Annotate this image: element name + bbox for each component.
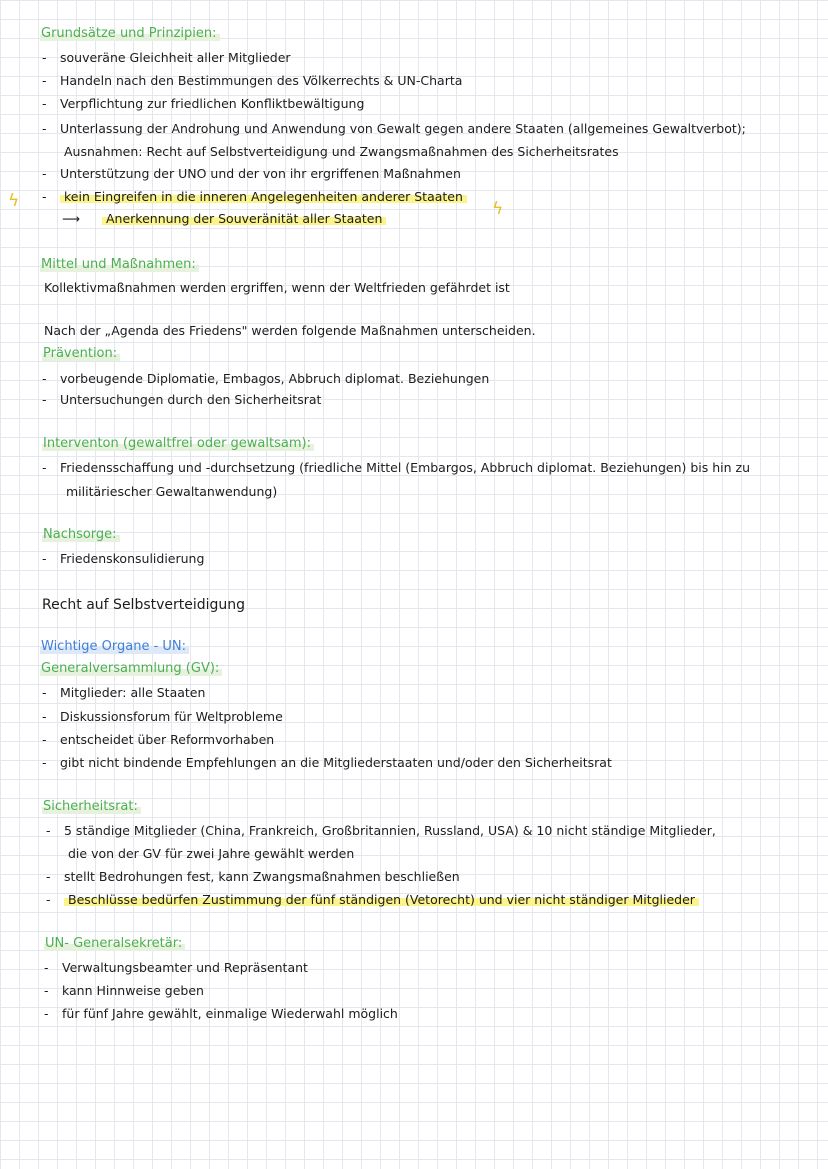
list-item-continued: Ausnahmen: Recht auf Selbstverteidigung und Zwangsmaßnahmen des Sicherheitsrates [64, 144, 619, 159]
list-item-continued: militäriescher Gewaltanwendung) [66, 484, 278, 499]
arrow-line-highlighted: ⟶ Anerkennung der Souveränität aller Staaten [62, 210, 386, 228]
list-item: - Friedensschaffung und -durchsetzung (friedliche Mittel (Embargos, Abbruch diplomat. Beziehungen) bis hin zu [42, 460, 751, 475]
paragraph: Nach der „Agenda des Friedens" werden folgende Maßnahmen unterscheiden. [44, 323, 536, 338]
heading-mittel: Mittel und Maßnahmen: [40, 256, 199, 274]
list-item: - entscheidet über Reformvorhaben [42, 732, 275, 747]
heading-sicherheitsrat: Sicherheitsrat: [42, 798, 141, 816]
list-item: - gibt nicht bindende Empfehlungen an die Mitgliederstaaten und/oder den Sicherheitsrat [42, 755, 612, 770]
heading-organe: Wichtige Organe - UN: [40, 638, 189, 656]
paragraph: Kollektivmaßnahmen werden ergriffen, wenn der Weltfrieden gefährdet ist [44, 280, 510, 295]
list-item: - 5 ständige Mitglieder (China, Frankreich, Großbritannien, Russland, USA) & 10 nicht ständige Mitglieder, [46, 823, 716, 838]
list-item: - kann Hinnweise geben [44, 983, 204, 998]
lightning-icon: ϟ [8, 191, 20, 211]
heading-praevention: Prävention: [42, 345, 120, 363]
list-item: - Unterlassung der Androhung und Anwendung von Gewalt gegen andere Staaten (allgemeines Gewaltverbot); [42, 121, 746, 136]
list-item-highlighted: - Beschlüsse bedürfen Zustimmung der fünf ständigen (Vetorecht) und vier nicht ständiger Mitglieder [46, 891, 699, 909]
list-item: - stellt Bedrohungen fest, kann Zwangsmaßnahmen beschließen [46, 869, 460, 884]
list-item: - Handeln nach den Bestimmungen des Völkerrechts & UN-Charta [42, 73, 463, 88]
list-item: - vorbeugende Diplomatie, Embagos, Abbruch diplomat. Beziehungen [42, 371, 490, 386]
heading-generalsekretaer: UN- Generalsekretär: [44, 935, 185, 953]
heading-generalversammlung: Generalversammlung (GV): [40, 660, 222, 678]
list-item: - Verwaltungsbeamter und Repräsentant [44, 960, 308, 975]
paragraph: Recht auf Selbstverteidigung [42, 597, 246, 613]
list-item: - Mitglieder: alle Staaten [42, 685, 206, 700]
list-item: - Diskussionsforum für Weltprobleme [42, 709, 283, 724]
list-item: - für fünf Jahre gewählt, einmalige Wiederwahl möglich [44, 1006, 398, 1021]
heading-nachsorge: Nachsorge: [42, 526, 120, 544]
list-item: - souveräne Gleichheit aller Mitglieder [42, 50, 291, 65]
list-item: - Friedenskonsulidierung [42, 551, 205, 566]
arrow-icon: ⟶ [62, 211, 80, 226]
heading-grundsaetze: Grundsätze und Prinzipien: [40, 25, 220, 43]
heading-intervention: Interventon (gewaltfrei oder gewaltsam): [42, 435, 314, 453]
list-item: - Untersuchungen durch den Sicherheitsrat [42, 392, 322, 407]
list-item: - Verpflichtung zur friedlichen Konfliktbewältigung [42, 96, 365, 111]
lightning-icon: ϟ [492, 199, 504, 219]
list-item: - Unterstützung der UNO und der von ihr ergriffenen Maßnahmen [42, 166, 461, 181]
list-item-continued: die von der GV für zwei Jahre gewählt werden [68, 846, 355, 861]
list-item-highlighted: - kein Eingreifen in die inneren Angelegenheiten anderer Staaten [42, 188, 467, 206]
